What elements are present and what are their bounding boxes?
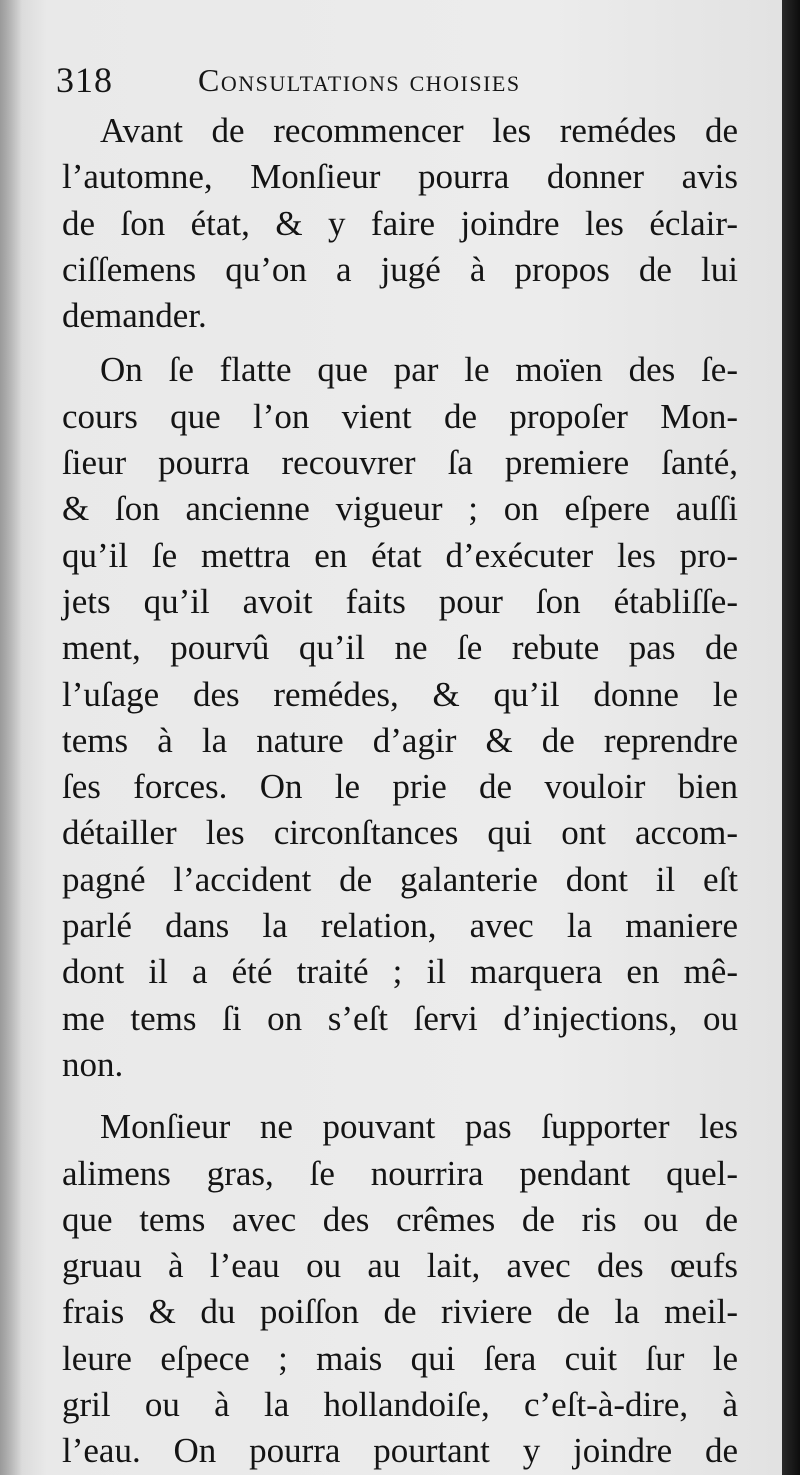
text-line: ciſſemens qu’on a jugé à propos de lui xyxy=(62,249,738,289)
text-line: leure eſpece ; mais qui ſera cuit ſur le xyxy=(62,1338,738,1378)
text-line: Monſieur ne pouvant pas ſupporter les xyxy=(100,1107,738,1147)
text-line: l’eau. On pourra pourtant y joindre de xyxy=(62,1431,738,1471)
text-line: l’automne, Monſieur pourra donner avis xyxy=(62,157,738,197)
running-title: Consultations choisies xyxy=(198,62,521,98)
text-line: tems à la nature d’agir & de reprendre xyxy=(62,720,738,760)
gutter-shadow xyxy=(0,0,22,1475)
text-line: Avant de recommencer les remédes de xyxy=(100,111,738,150)
page-header xyxy=(56,58,736,102)
text-line: On ſe flatte que par le moïen des ſe- xyxy=(100,350,738,390)
page-edge-shadow xyxy=(782,0,800,1475)
text-line: que tems avec des crêmes de ris ou de xyxy=(62,1199,738,1239)
text-line: cours que l’on vient de propoſer Mon- xyxy=(62,396,738,436)
text-line: de ſon état, & y faire joindre les éclair- xyxy=(62,203,738,243)
text-line: l’uſage des remédes, & qu’il donne le xyxy=(62,674,738,714)
text-line: ſieur pourra recouvrer ſa premiere ſanté, xyxy=(62,443,738,483)
text-line: demander. xyxy=(62,296,207,336)
text-line: détailler les circonſtances qui ont accom- xyxy=(62,813,738,853)
text-line: alimens gras, ſe nourrira pendant quel- xyxy=(62,1153,738,1193)
text-line: me tems ſi on s’eſt ſervi d’injections, ou xyxy=(62,998,738,1038)
text-line: frais & du poiſſon de riviere de la meil- xyxy=(62,1292,738,1332)
paragraph-2 xyxy=(62,347,738,1088)
text-line: ſes forces. On le prie de vouloir bien xyxy=(62,767,738,807)
text-line: dont il a été traité ; il marquera en mê- xyxy=(62,952,738,992)
body-text xyxy=(62,108,738,1475)
paragraph-3 xyxy=(62,1104,738,1474)
text-line: pagné l’accident de galanterie dont il eſt xyxy=(62,859,738,899)
text-line: non. xyxy=(62,1044,124,1084)
text-line: & ſon ancienne vigueur ; on eſpere auſſi xyxy=(62,489,738,529)
page-number: 318 xyxy=(56,60,113,100)
text-line: ment, pourvû qu’il ne ſe rebute pas de xyxy=(62,628,738,668)
text-line: qu’il ſe mettra en état d’exécuter les pro- xyxy=(62,535,738,575)
text-line: gruau à l’eau ou au lait, avec des œufs xyxy=(62,1246,738,1286)
paragraph-1 xyxy=(62,108,738,339)
text-line: parlé dans la relation, avec la maniere xyxy=(62,906,738,946)
text-line: gril ou à la hollandoiſe, c’eſt-à-dire, à xyxy=(62,1385,738,1425)
text-line: jets qu’il avoit faits pour ſon établiſſe- xyxy=(62,581,738,621)
